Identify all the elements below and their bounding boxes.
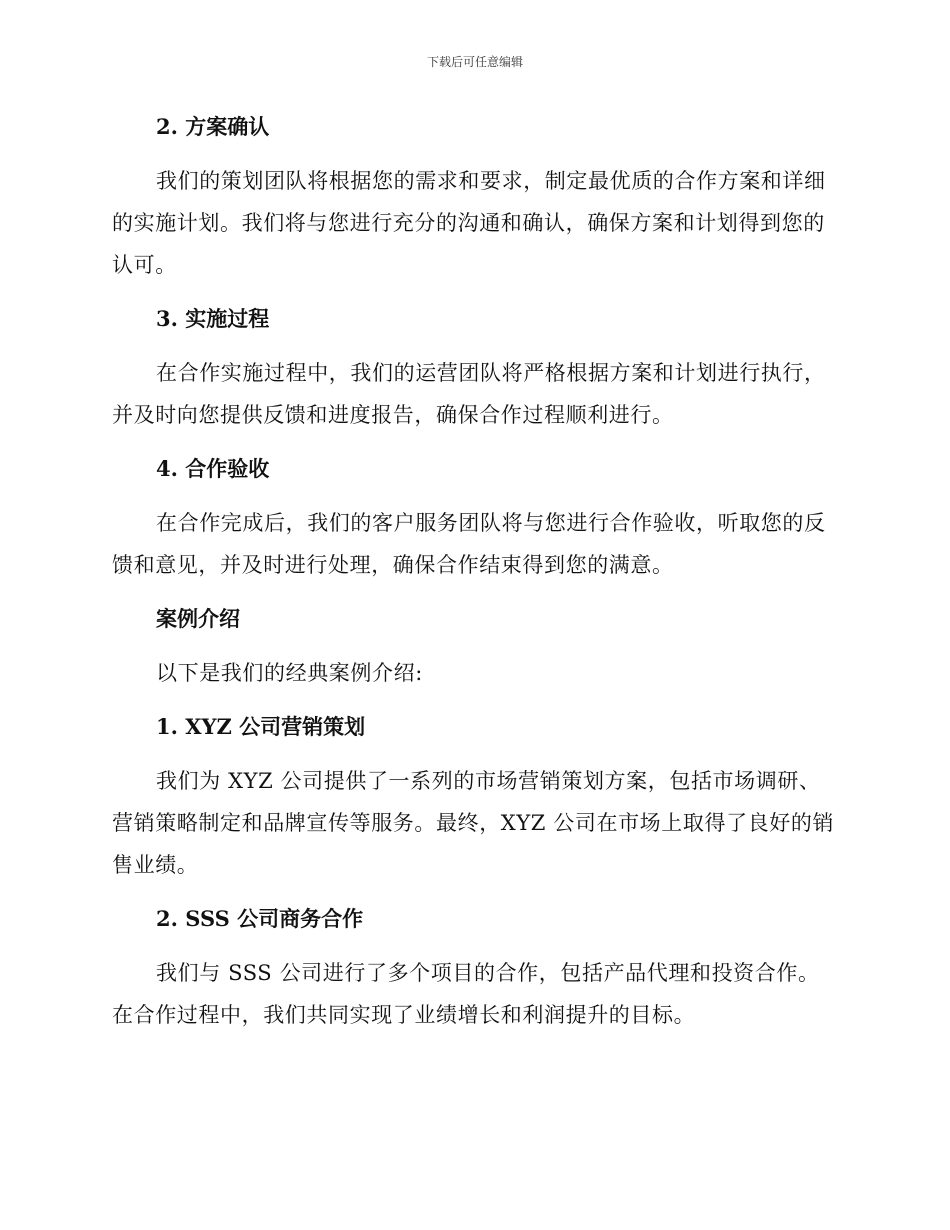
paragraph-case-sss: 我们与 SSS 公司进行了多个项目的合作，包括产品代理和投资合作。在合作过程中，我们共同实现了业绩增长和利润提升的目标。 xyxy=(112,961,820,1027)
section-heading-case-studies: 案例介绍 xyxy=(156,606,240,631)
paragraph-plan-confirmation: 我们的策划团队将根据您的需求和要求，制定最优质的合作方案和详细的实施计划。我们将与您进行充分的沟通和确认，确保方案和计划得到您的认可。 xyxy=(112,169,826,277)
paragraph-case-intro: 以下是我们的经典案例介绍: xyxy=(156,661,423,685)
paragraph-acceptance: 在合作完成后，我们的客户服务团队将与您进行合作验收，听取您的反馈和意见，并及时进行处理，确保合作结束得到您的满意。 xyxy=(112,511,826,577)
paragraph-implementation: 在合作实施过程中，我们的运营团队将严格根据方案和计划进行执行，并及时向您提供反馈和进度报告，确保合作过程顺利进行。 xyxy=(112,361,826,427)
document-body xyxy=(112,106,840,1048)
page-header: 下载后可任意编辑 xyxy=(426,55,523,69)
section-heading-case-xyz: 1. XYZ 公司营销策划 xyxy=(156,714,366,739)
section-heading-plan-confirmation: 2. 方案确认 xyxy=(156,114,270,139)
section-heading-implementation: 3. 实施过程 xyxy=(156,306,270,331)
paragraph-case-xyz: 我们为 XYZ 公司提供了一系列的市场营销策划方案，包括市场调研、营销策略制定和品牌宣传等服务。最终，XYZ 公司在市场上取得了良好的销售业绩。 xyxy=(112,769,835,877)
section-heading-acceptance: 4. 合作验收 xyxy=(156,456,270,481)
section-heading-case-sss: 2. SSS 公司商务合作 xyxy=(156,906,364,931)
